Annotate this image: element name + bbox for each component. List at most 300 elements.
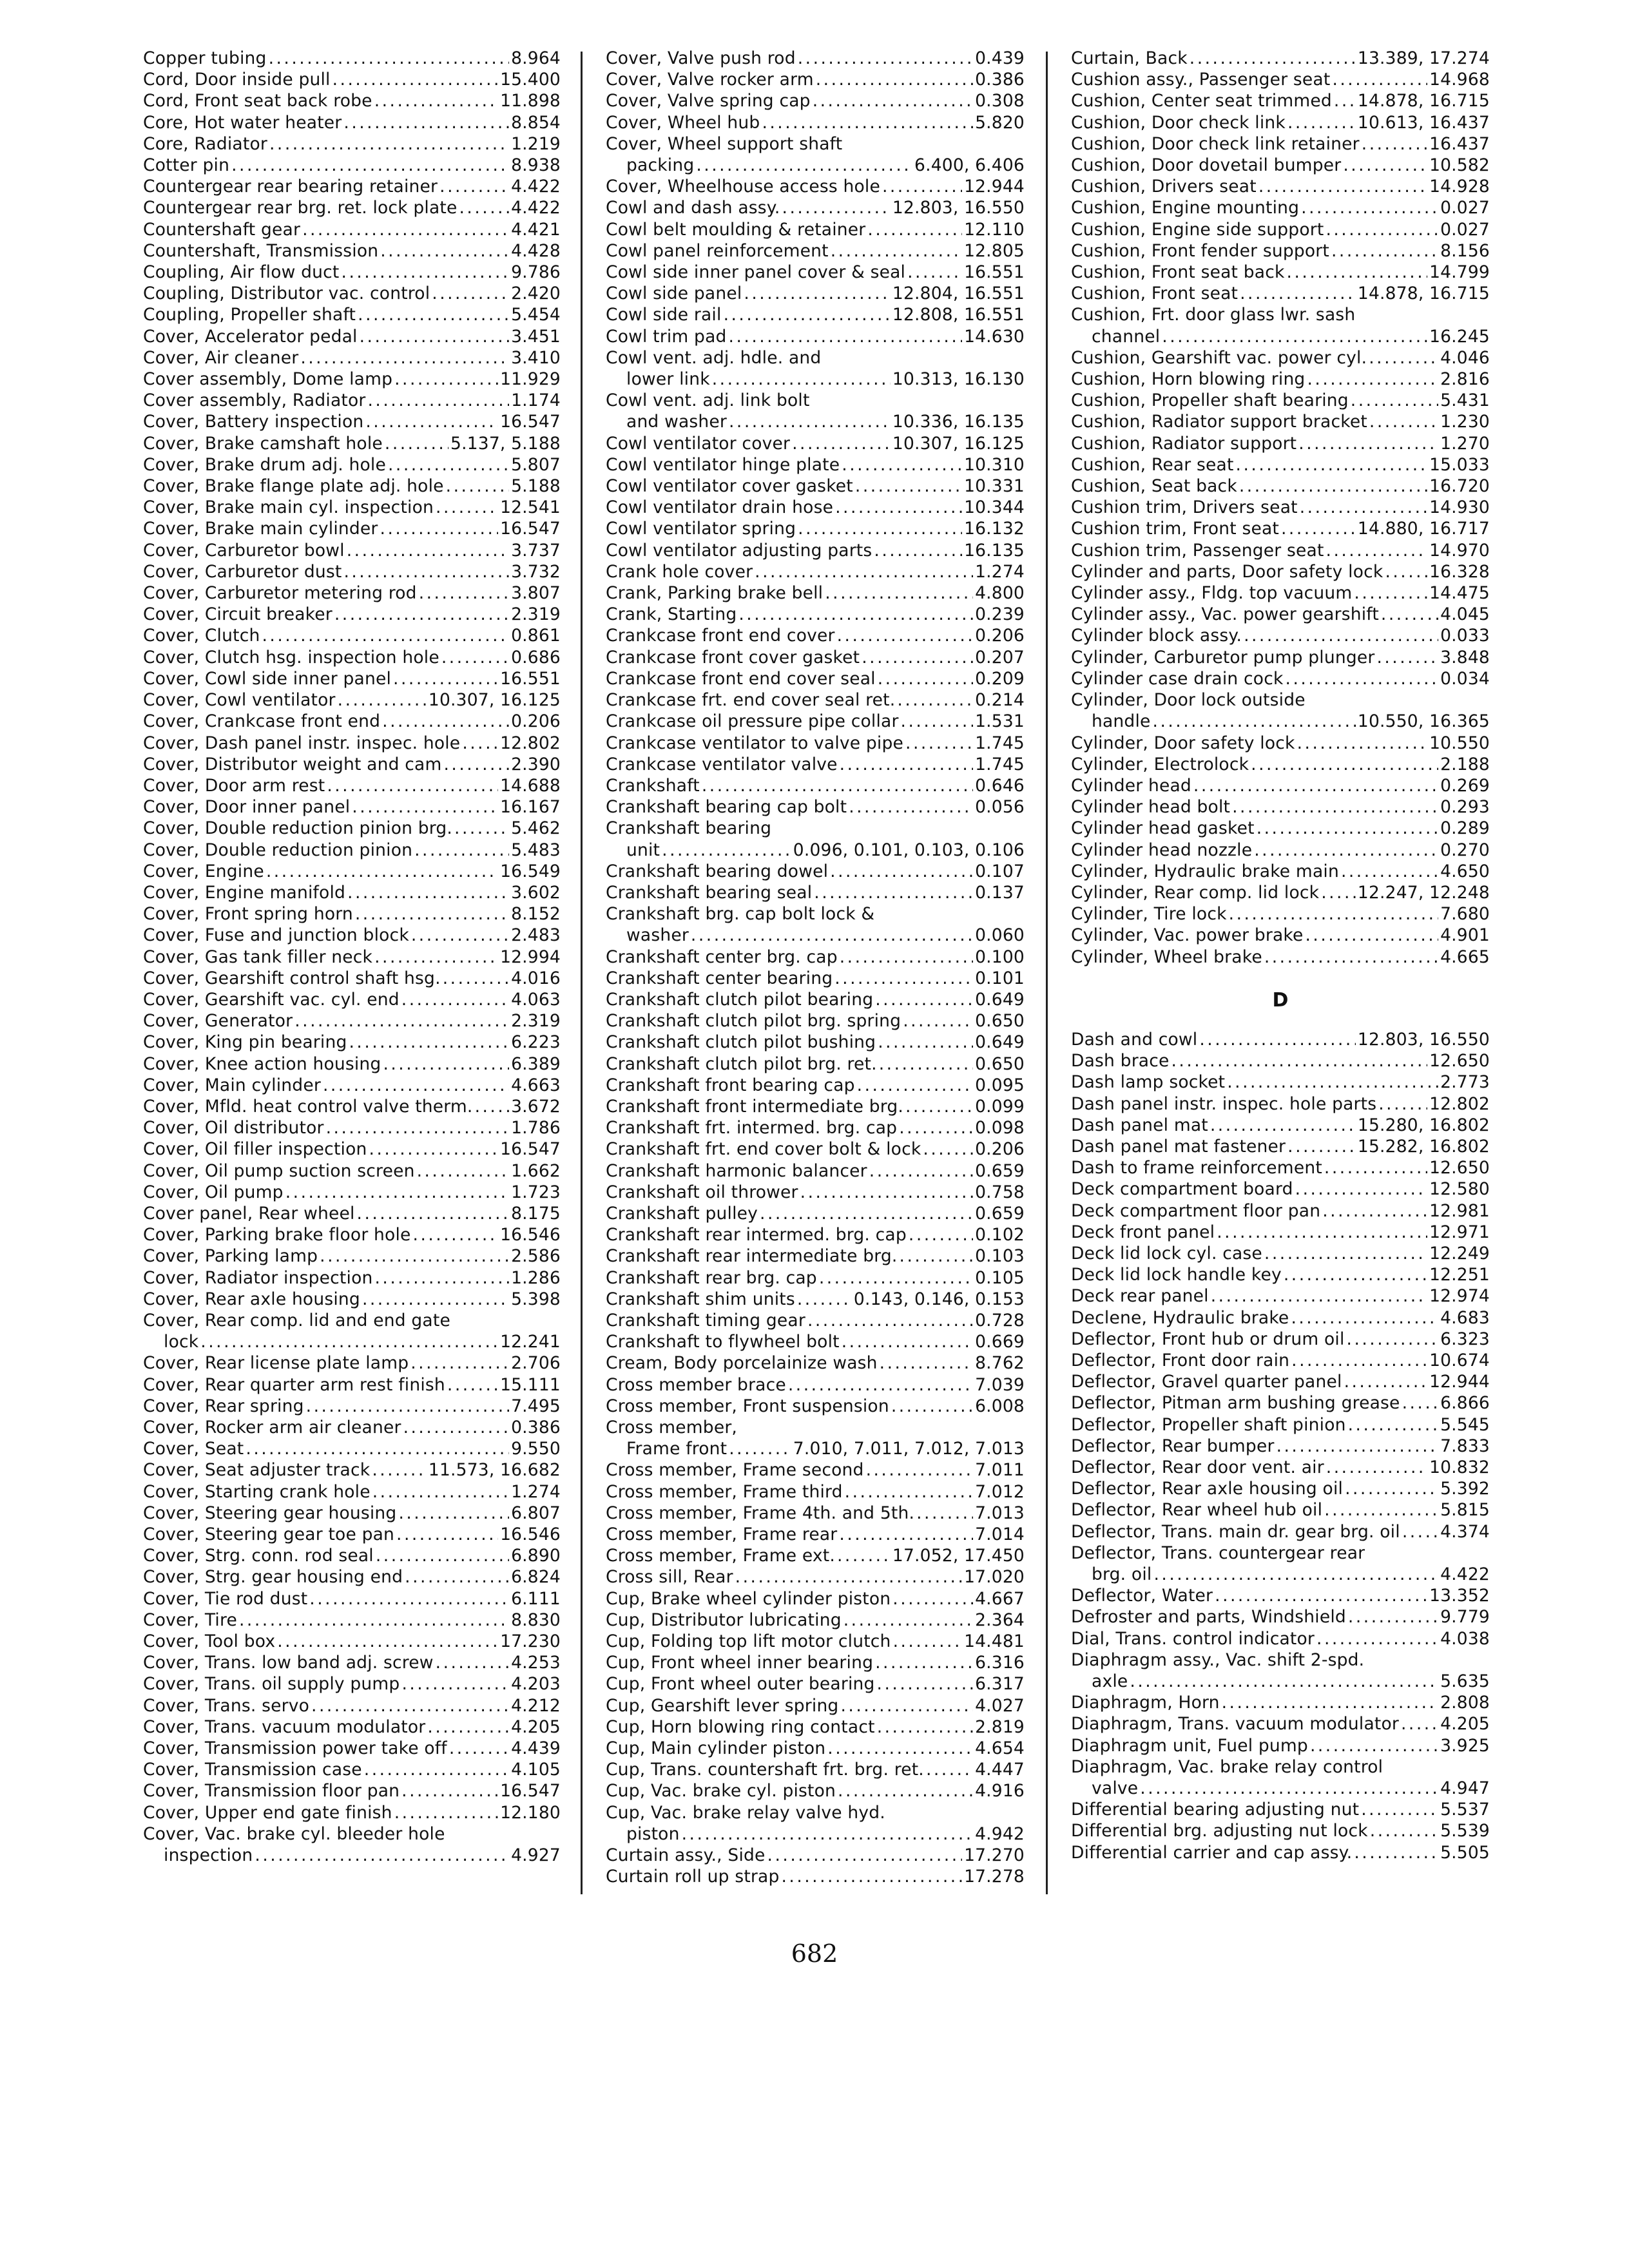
index-entry <box>606 1802 1025 1845</box>
entry-term: Cover, Radiator inspection <box>143 1267 373 1288</box>
entry-term-continuation: valve <box>1092 1778 1139 1799</box>
index-entry <box>143 582 561 604</box>
index-entry <box>1071 1157 1490 1178</box>
dot-leader <box>360 326 510 347</box>
entry-term: Cover, Trans. oil supply pump <box>143 1674 400 1695</box>
index-entry <box>606 176 1025 197</box>
index-entry <box>1071 1692 1490 1713</box>
entry-term: Cover, Accelerator pedal <box>143 326 358 347</box>
page-reference: 8.938 <box>511 155 561 176</box>
dot-leader <box>1324 1157 1427 1178</box>
entry-term: Cylinder assy., Fldg. top vacuum <box>1071 583 1353 604</box>
dot-leader <box>320 1245 509 1267</box>
entry-term: Deflector, Trans. countergear rear <box>1071 1542 1365 1563</box>
dot-leader <box>762 112 973 133</box>
index-entry <box>143 283 561 304</box>
dot-leader <box>1326 540 1428 561</box>
dot-leader <box>1378 1093 1427 1115</box>
entry-term: Crank hole cover <box>606 561 753 582</box>
page-reference: 12.802 <box>500 733 561 753</box>
dot-leader <box>342 262 510 283</box>
index-entry <box>143 1631 561 1652</box>
page-reference: 2.819 <box>975 1716 1025 1737</box>
entry-term: Dash panel mat <box>1071 1115 1208 1135</box>
entry-term: Crankshaft bearing seal <box>606 882 813 903</box>
entry-term: Crankcase frt. end cover seal ret. <box>606 690 896 711</box>
dot-leader <box>255 1845 509 1866</box>
index-entry <box>1071 840 1490 861</box>
entry-term: Crankshaft pulley <box>606 1203 758 1224</box>
dot-leader <box>691 925 973 946</box>
entry-term: Diaphragm, Vac. brake relay control <box>1071 1756 1383 1777</box>
page-reference: 0.239 <box>975 604 1025 625</box>
index-entry <box>1071 1628 1490 1649</box>
entry-term: Cover panel, Rear wheel <box>143 1203 355 1224</box>
page-reference: 4.212 <box>511 1695 561 1716</box>
index-entry <box>143 1716 561 1738</box>
page-reference: 1.662 <box>511 1160 561 1181</box>
entry-term: Crankshaft clutch pilot brg. ret. <box>606 1053 877 1074</box>
dot-leader <box>294 1010 509 1032</box>
page-reference: 10.313, 16.130 <box>892 369 1025 390</box>
index-entry <box>1071 48 1490 69</box>
entry-term: Dash panel mat fastener <box>1071 1136 1286 1157</box>
index-entry <box>1071 1222 1490 1243</box>
dot-leader <box>343 561 509 582</box>
index-entry <box>606 947 1025 968</box>
index-entry <box>1071 1585 1490 1606</box>
page-reference: 12.971 <box>1429 1222 1490 1242</box>
index-entry <box>1071 90 1490 111</box>
page-reference: 6.866 <box>1440 1393 1490 1414</box>
entry-term-continuation: inspection <box>164 1845 253 1866</box>
index-entry <box>143 733 561 754</box>
entry-term: Cushion, Rear seat <box>1071 454 1234 475</box>
entry-term: Cover assembly, Dome lamp <box>143 369 393 390</box>
dot-leader <box>285 1182 509 1203</box>
entry-term: Diaphragm, Horn <box>1071 1693 1220 1713</box>
entry-term: Cowl ventilator cover <box>606 433 791 454</box>
entry-term: Cover, Brake camshaft hole <box>143 433 383 454</box>
index-entry <box>606 796 1025 818</box>
entry-term: Cushion trim, Drivers seat <box>1071 497 1298 518</box>
dot-leader <box>875 989 973 1010</box>
page-reference: 12.802 <box>1429 1093 1490 1114</box>
entry-term: Cover, Starting crank hole <box>143 1481 371 1502</box>
page-reference: 2.390 <box>511 754 561 774</box>
entry-term: Deck lid lock handle key <box>1071 1265 1282 1285</box>
entry-term-continuation: and washer <box>626 412 727 432</box>
entry-term: Crankcase ventilator valve <box>606 754 838 774</box>
entry-term: Coupling, Propeller shaft <box>143 305 356 325</box>
page-reference: 4.422 <box>511 198 561 218</box>
dot-leader <box>831 240 962 262</box>
page-reference: 15.033 <box>1429 454 1490 475</box>
dot-leader <box>349 1032 509 1053</box>
index-entry <box>606 989 1025 1010</box>
index-entry <box>143 304 561 325</box>
dot-leader <box>1264 1243 1427 1264</box>
dot-leader <box>1321 882 1356 903</box>
page-reference: 16.546 <box>500 1225 561 1245</box>
entry-term: Cross sill, Rear <box>606 1567 733 1588</box>
entry-term: Cover, Clutch hsg. inspection hole <box>143 647 439 668</box>
page-reference: 0.099 <box>975 1096 1025 1117</box>
index-entry <box>1071 689 1490 732</box>
dot-leader <box>855 476 962 497</box>
index-entry <box>606 476 1025 497</box>
entry-term: Cup, Horn blowing ring contact <box>606 1716 875 1737</box>
dot-leader <box>1287 112 1356 133</box>
dot-leader <box>901 711 974 732</box>
page-reference: 16.547 <box>500 519 561 539</box>
index-entry <box>606 1245 1025 1267</box>
entry-term: Cross member, Frame second <box>606 1460 864 1481</box>
index-entry <box>143 1759 561 1780</box>
page-reference: 4.667 <box>975 1588 1025 1609</box>
index-entry <box>606 262 1025 283</box>
page-reference: 4.422 <box>1440 1564 1490 1585</box>
index-entry <box>1071 1799 1490 1820</box>
index-entry <box>606 1374 1025 1396</box>
dot-leader <box>782 197 891 218</box>
index-entry <box>1071 240 1490 262</box>
dot-leader <box>1193 775 1438 796</box>
page-reference: 4.422 <box>511 177 561 197</box>
entry-term: Cover, Steering gear toe pan <box>143 1524 395 1545</box>
index-entry <box>606 69 1025 90</box>
index-entry <box>606 1053 1025 1075</box>
entry-term: Cover, Tool box <box>143 1631 276 1652</box>
page-reference: 6.400, 6.406 <box>914 155 1025 176</box>
index-entry <box>606 1780 1025 1802</box>
entry-term: Cross member brace <box>606 1374 786 1395</box>
index-entry <box>143 476 561 497</box>
page-reference: 5.188 <box>511 476 561 497</box>
entry-term: Cup, Vac. brake relay valve hyd. <box>606 1802 885 1823</box>
entry-term: Cup, Brake wheel cylinder piston <box>606 1588 891 1609</box>
entry-term: Cross member, Frame ext. <box>606 1546 835 1566</box>
page-reference: 14.799 <box>1429 262 1490 283</box>
dot-leader <box>368 390 510 411</box>
page-reference: 16.549 <box>500 861 561 881</box>
dot-leader <box>781 1866 962 1887</box>
dot-leader <box>388 454 509 476</box>
entry-term: Cross member, Front suspension <box>606 1396 889 1416</box>
entry-term: Cylinder head <box>1071 775 1191 796</box>
dot-leader <box>413 1224 499 1245</box>
page-reference: 10.310 <box>964 454 1025 475</box>
dot-leader <box>1199 1029 1356 1050</box>
index-entry <box>143 1545 561 1566</box>
index-entry <box>1071 1499 1490 1521</box>
page-reference: 5.635 <box>1440 1671 1490 1692</box>
entry-term: Cover, Tie rod dust <box>143 1588 308 1609</box>
index-entry <box>606 112 1025 133</box>
dot-leader <box>903 1010 973 1032</box>
page-reference: 8.152 <box>511 904 561 925</box>
page-reference: 12.580 <box>1429 1179 1490 1200</box>
dot-leader <box>1402 1392 1439 1414</box>
dot-leader <box>334 604 509 625</box>
page-reference: 0.103 <box>975 1246 1025 1267</box>
page-reference: 0.096, 0.101, 0.103, 0.106 <box>793 840 1025 860</box>
dot-leader <box>1301 197 1438 218</box>
dot-leader <box>842 1331 973 1352</box>
dot-leader <box>1232 796 1438 818</box>
page-reference: 12.981 <box>1429 1200 1490 1221</box>
dot-leader <box>1331 240 1438 262</box>
index-entry <box>143 112 561 133</box>
dot-leader <box>302 219 509 240</box>
entry-term: Crankshaft oil thrower <box>606 1182 798 1202</box>
entry-term: Cushion, Front fender support <box>1071 240 1329 261</box>
entry-term: Dash brace <box>1071 1051 1170 1072</box>
entry-term: Deflector, Rear axle housing oil <box>1071 1479 1344 1499</box>
index-column-2 <box>606 48 1025 1887</box>
entry-term: Deflector, Propeller shaft pinion <box>1071 1414 1346 1435</box>
index-entry <box>143 1738 561 1759</box>
entry-term: Cowl ventilator spring <box>606 519 796 539</box>
entry-term: Cowl side panel <box>606 284 742 304</box>
index-entry <box>143 176 561 197</box>
index-entry <box>606 219 1025 240</box>
dot-leader <box>1300 497 1427 518</box>
page-reference: 1.745 <box>975 754 1025 774</box>
dot-leader <box>1401 1713 1438 1735</box>
entry-term: Crankshaft center brg. cap <box>606 947 838 967</box>
index-entry <box>606 1203 1025 1224</box>
page-reference: 0.649 <box>975 989 1025 1010</box>
entry-term: Crankcase front end cover seal <box>606 668 876 689</box>
entry-term: Cover, Circuit breaker <box>143 604 333 625</box>
page-reference: 13.352 <box>1429 1586 1490 1606</box>
page-reference: 5.537 <box>1440 1800 1490 1820</box>
dot-leader <box>800 1182 973 1203</box>
dot-leader <box>1347 1329 1439 1350</box>
entry-term: Cover, Dash panel instr. inspec. hole <box>143 733 461 753</box>
index-entry <box>1071 1542 1490 1585</box>
entry-term: Cylinder assy., Vac. power gearshift <box>1071 604 1379 625</box>
dot-leader <box>1217 1222 1427 1243</box>
index-entry <box>143 625 561 646</box>
entry-term-continuation: Frame front <box>626 1439 728 1459</box>
page-reference: 8.830 <box>511 1610 561 1630</box>
entry-term: Cylinder, Tire lock <box>1071 904 1227 925</box>
entry-term: Cushion, Center seat trimmed <box>1071 91 1332 111</box>
dot-leader <box>893 1631 963 1652</box>
dot-leader <box>702 775 973 796</box>
index-entry <box>1071 582 1490 604</box>
page-reference: 15.280, 16.802 <box>1357 1115 1490 1135</box>
index-entry <box>1071 155 1490 176</box>
page-reference: 14.481 <box>964 1631 1025 1652</box>
page-reference: 9.779 <box>1440 1607 1490 1628</box>
dot-leader <box>1307 369 1438 390</box>
page-reference: 5.505 <box>1440 1842 1490 1863</box>
page-reference: 3.602 <box>511 882 561 903</box>
page-reference: 5.137, 5.188 <box>450 433 561 454</box>
entry-term: Crank, Starting <box>606 604 737 625</box>
dot-leader <box>462 733 498 754</box>
page-reference: 5.820 <box>975 112 1025 133</box>
entry-term: Cover, Seat <box>143 1439 244 1459</box>
page-reference: 4.203 <box>511 1674 561 1695</box>
dot-leader <box>352 796 498 818</box>
index-entry <box>606 1652 1025 1673</box>
dot-leader <box>338 689 427 711</box>
index-entry <box>606 1566 1025 1588</box>
dot-leader <box>1291 1307 1438 1329</box>
index-entry <box>143 1780 561 1802</box>
index-entry <box>143 1396 561 1417</box>
entry-term: Cover, Battery inspection <box>143 412 364 432</box>
page-reference: 0.027 <box>1440 198 1490 218</box>
dot-leader <box>401 1673 509 1695</box>
entry-term: Cylinder, Vac. power brake <box>1071 925 1304 946</box>
page-reference: 4.947 <box>1440 1778 1490 1799</box>
page-reference: 12.944 <box>1429 1372 1490 1392</box>
index-column-1 <box>143 48 561 1866</box>
page-reference: 16.167 <box>500 797 561 818</box>
dot-leader <box>712 369 891 390</box>
page-reference: 0.270 <box>1440 840 1490 860</box>
entry-term: Cylinder, Hydraulic brake main <box>1071 861 1339 881</box>
dot-leader <box>834 968 973 989</box>
dot-leader <box>347 540 509 561</box>
dot-leader <box>1354 582 1427 604</box>
index-entry <box>143 155 561 176</box>
index-entry <box>1071 454 1490 476</box>
entry-term: Crankshaft frt. intermed. brg. cap <box>606 1118 898 1139</box>
page-reference: 7.010, 7.011, 7.012, 7.013 <box>793 1439 1025 1459</box>
entry-term: Cup, Trans. countershaft frt. brg. ret. <box>606 1760 924 1780</box>
entry-term: Cylinder, Carburetor pump plunger <box>1071 647 1375 668</box>
entry-term: Crank, Parking brake bell <box>606 583 824 604</box>
entry-term: Cover, Parking lamp <box>143 1246 318 1267</box>
entry-term: Cowl side rail <box>606 305 722 325</box>
entry-term: Cup, Main cylinder piston <box>606 1738 826 1759</box>
page-reference: 3.672 <box>511 1096 561 1117</box>
index-entry <box>606 326 1025 347</box>
page-reference: 14.968 <box>1429 70 1490 90</box>
entry-term: Dash to frame reinforcement <box>1071 1158 1322 1178</box>
index-entry <box>606 1673 1025 1695</box>
page-reference: 1.230 <box>1440 412 1490 432</box>
index-entry <box>143 968 561 989</box>
dot-leader <box>239 1610 509 1631</box>
index-entry <box>606 1695 1025 1716</box>
dot-leader <box>843 1610 973 1631</box>
dot-leader <box>1325 219 1438 240</box>
index-entry <box>1071 69 1490 90</box>
entry-term: Crankshaft front intermediate brg. <box>606 1096 903 1117</box>
entry-term: Cover, Valve push rod <box>606 48 796 68</box>
entry-term: Core, Hot water heater <box>143 112 342 133</box>
dot-leader <box>1362 133 1427 155</box>
dot-leader <box>374 947 498 968</box>
entry-term: Cylinder head bolt <box>1071 797 1231 818</box>
entry-term: Dash panel instr. inspec. hole parts <box>1071 1093 1377 1114</box>
dot-leader <box>1332 69 1427 90</box>
index-entry <box>1071 433 1490 454</box>
section-letter-heading: D <box>1272 988 1289 1012</box>
dot-leader <box>1286 668 1439 689</box>
index-entry <box>1071 1457 1490 1478</box>
dot-leader <box>1291 1350 1427 1371</box>
index-entry <box>143 1610 561 1631</box>
entry-term: Cover, Rear axle housing <box>143 1289 360 1309</box>
entry-term: Cover, Oil pump suction screen <box>143 1160 415 1181</box>
page-reference: 7.833 <box>1440 1436 1490 1456</box>
index-entry <box>606 1503 1025 1524</box>
dot-leader <box>1229 903 1438 925</box>
index-entry <box>606 861 1025 882</box>
page-reference: 4.428 <box>511 240 561 261</box>
entry-term: Cylinder, Electrolock <box>1071 754 1249 774</box>
index-entry <box>143 561 561 582</box>
dot-leader <box>300 347 509 369</box>
dot-leader <box>916 1503 973 1524</box>
index-entry <box>1071 1842 1490 1863</box>
dot-leader <box>879 1053 973 1075</box>
index-entry <box>1071 369 1490 390</box>
dot-leader <box>923 1139 973 1160</box>
index-entry <box>606 133 1025 176</box>
page-reference: 8.762 <box>975 1353 1025 1374</box>
entry-term: Crankshaft <box>606 775 700 796</box>
page-reference: 0.728 <box>975 1310 1025 1331</box>
index-entry <box>606 1331 1025 1352</box>
entry-term: Cover, Brake flange plate adj. hole <box>143 476 444 497</box>
dot-leader <box>1326 1457 1427 1478</box>
page-reference: 10.331 <box>964 476 1025 497</box>
page-reference: 3.737 <box>511 540 561 561</box>
entry-term: Crankshaft brg. cap bolt lock & <box>606 904 875 925</box>
dot-leader <box>436 1652 509 1673</box>
index-entry <box>1071 1820 1490 1841</box>
dot-leader <box>1264 947 1438 968</box>
dot-leader <box>446 476 509 497</box>
dot-leader <box>926 1759 973 1780</box>
entry-term: Crankshaft frt. end cover bolt & lock <box>606 1139 921 1160</box>
page-reference: 15.111 <box>500 1374 561 1395</box>
dot-leader <box>1369 347 1438 369</box>
dot-leader <box>327 775 498 796</box>
page-reference: 1.219 <box>511 133 561 154</box>
index-entry <box>143 454 561 476</box>
page-reference: 6.008 <box>975 1396 1025 1416</box>
entry-term: Cover, Double reduction pinion <box>143 840 413 860</box>
index-entry <box>606 968 1025 989</box>
page-reference: 12.650 <box>1429 1158 1490 1178</box>
index-entry <box>606 625 1025 646</box>
index-entry <box>606 240 1025 262</box>
page-reference: 14.630 <box>964 326 1025 347</box>
entry-term: Cover, Gas tank filler neck <box>143 947 373 967</box>
page-reference: 16.132 <box>964 519 1025 539</box>
page-reference: 3.848 <box>1440 647 1490 668</box>
dot-leader <box>380 240 509 262</box>
entry-term: Deflector, Trans. main dr. gear brg. oil <box>1071 1521 1400 1542</box>
dot-leader <box>835 497 962 518</box>
dot-leader <box>441 647 509 668</box>
page-reference: 10.613, 16.437 <box>1357 112 1490 133</box>
page-reference: 10.550, 16.365 <box>1357 711 1490 732</box>
page-reference: 17.278 <box>964 1867 1025 1887</box>
page-reference: 4.016 <box>511 968 561 988</box>
index-entry <box>143 540 561 561</box>
